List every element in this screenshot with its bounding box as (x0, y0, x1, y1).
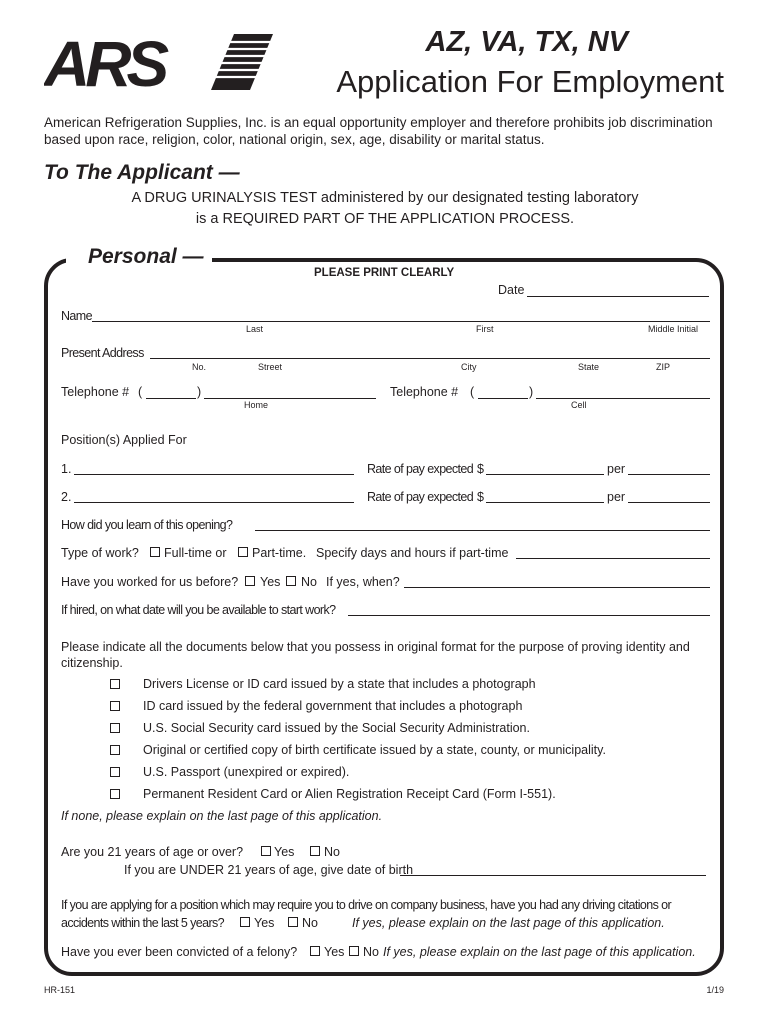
position-1-per-field[interactable] (628, 474, 710, 475)
part-time-hours-field[interactable] (516, 558, 710, 559)
ars-logo (44, 30, 274, 94)
full-time-checkbox[interactable] (150, 547, 160, 557)
federal-id-checkbox[interactable] (110, 701, 120, 711)
position-2-rate-field[interactable] (486, 502, 604, 503)
driving-no-checkbox[interactable] (288, 917, 298, 927)
date-of-birth-field[interactable] (400, 875, 706, 876)
home-area-code-field[interactable] (146, 398, 196, 399)
felony-yes-checkbox[interactable] (310, 946, 320, 956)
name-field[interactable] (92, 321, 710, 322)
position-1-currency: $ (477, 462, 484, 476)
felony-no-checkbox[interactable] (349, 946, 359, 956)
passport-checkbox[interactable] (110, 767, 120, 777)
page-title: Application For Employment (336, 64, 724, 99)
under-21-label: If you are UNDER 21 years of age, give date of birth (124, 863, 414, 877)
learn-field[interactable] (255, 530, 710, 531)
worked-before-label: Have you worked for us before? (61, 575, 239, 589)
position-1-per-label: per (607, 462, 626, 476)
driving-yes-label: Yes (254, 916, 275, 930)
position-2-field[interactable] (74, 502, 354, 503)
home-caption: Home (244, 400, 269, 410)
name-label: Name (61, 309, 92, 323)
svg-text:ARS: ARS (44, 30, 165, 94)
home-phone-field[interactable] (204, 398, 376, 399)
worked-before-when-label: If yes, when? (326, 575, 400, 589)
no-documents-note: If none, please explain on the last page of this application. (61, 809, 383, 823)
part-time-label: Part-time. (252, 546, 307, 560)
worked-before-yes-checkbox[interactable] (245, 576, 255, 586)
age-yes-label: Yes (274, 845, 295, 859)
home-phone-paren-open: ( (138, 385, 143, 399)
permanent-resident-checkbox[interactable] (110, 789, 120, 799)
address-city-caption: City (461, 362, 477, 372)
learn-label: How did you learn of this opening? (61, 518, 233, 532)
documents-intro: Please indicate all the documents below that you possess in original format for the purpose of proving identity and citizenship. (61, 640, 690, 670)
print-clearly-label: PLEASE PRINT CLEARLY (314, 267, 455, 279)
address-label: Present Address (61, 346, 144, 360)
age-yes-checkbox[interactable] (261, 846, 271, 856)
position-1-number: 1. (61, 462, 72, 476)
form-id: HR-151 (44, 985, 76, 995)
document-row (110, 721, 710, 741)
drug-test-line-1: A DRUG URINALYSIS TEST administered by our designated testing laboratory (131, 190, 639, 206)
position-2-rate-label: Rate of pay expected (367, 490, 474, 504)
position-2-per-label: per (607, 490, 626, 504)
form-revision: 1/19 (706, 985, 724, 995)
part-time-specify-label: Specify days and hours if part-time (316, 546, 509, 560)
driving-yes-checkbox[interactable] (240, 917, 250, 927)
cell-phone-paren-close: ) (529, 385, 534, 399)
positions-label: Position(s) Applied For (61, 433, 187, 447)
document-row (110, 787, 710, 807)
cell-caption: Cell (571, 400, 587, 410)
felony-yes-label: Yes (324, 945, 345, 959)
address-state-caption: State (578, 362, 600, 372)
document-label: U.S. Passport (unexpired or expired). (143, 765, 350, 779)
eeo-statement: American Refrigeration Supplies, Inc. is an equal opportunity employer and therefore prohibits job discrimination based upon race, religion, color, national origin, sex, age, disability or marital status. (44, 115, 713, 147)
driving-no-label: No (302, 916, 318, 930)
document-row (110, 765, 710, 785)
to-applicant-heading: To The Applicant — (44, 161, 240, 184)
cell-phone-label: Telephone # (390, 385, 459, 399)
position-1-rate-field[interactable] (486, 474, 604, 475)
felony-question: Have you ever been convicted of a felony? (61, 945, 298, 959)
date-field[interactable] (527, 296, 709, 297)
position-2-per-field[interactable] (628, 502, 710, 503)
felony-explain-note: If yes, please explain on the last page of this application. (383, 945, 696, 959)
name-first-caption: First (476, 324, 494, 334)
address-zip-caption: ZIP (656, 362, 671, 372)
work-type-label: Type of work? (61, 546, 139, 560)
worked-before-no-checkbox[interactable] (286, 576, 296, 586)
cell-area-code-field[interactable] (478, 398, 528, 399)
cell-phone-field[interactable] (536, 398, 710, 399)
document-row (110, 699, 710, 719)
states-heading: AZ, VA, TX, NV (425, 26, 628, 58)
address-field[interactable] (150, 358, 710, 359)
drug-test-line-2: is a REQUIRED PART OF THE APPLICATION PROCESS. (195, 211, 575, 227)
position-1-field[interactable] (74, 474, 354, 475)
position-2-number: 2. (61, 490, 72, 504)
address-street-caption: Street (258, 362, 283, 372)
worked-before-yes-label: Yes (260, 575, 281, 589)
birth-certificate-checkbox[interactable] (110, 745, 120, 755)
full-time-label: Full-time or (164, 546, 227, 560)
driving-question-line-2: accidents within the last 5 years? (61, 916, 225, 930)
home-phone-paren-close: ) (197, 385, 202, 399)
document-label: ID card issued by the federal government that includes a photograph (143, 699, 523, 713)
document-label: Original or certified copy of birth certificate issued by a state, county, or municipality. (143, 743, 606, 757)
position-2-currency: $ (477, 490, 484, 504)
age-question: Are you 21 years of age or over? (61, 845, 244, 859)
document-label: U.S. Social Security card issued by the Social Security Administration. (143, 721, 530, 735)
date-label: Date (498, 283, 525, 297)
drug-test-notice (44, 188, 726, 230)
start-date-label: If hired, on what date will you be available to start work? (61, 603, 336, 617)
start-date-field[interactable] (348, 615, 710, 616)
age-no-label: No (324, 845, 340, 859)
felony-no-label: No (363, 945, 379, 959)
document-row (110, 743, 710, 763)
personal-heading: Personal — (88, 245, 204, 268)
home-phone-label: Telephone # (61, 385, 130, 399)
driving-explain-note: If yes, please explain on the last page of this application. (352, 916, 665, 930)
document-row (110, 677, 710, 697)
worked-before-when-field[interactable] (404, 587, 710, 588)
driving-question-line-1: If you are applying for a position which may require you to drive on company business, have you had any driving citations or (61, 898, 672, 912)
age-no-checkbox[interactable] (310, 846, 320, 856)
name-middle-caption: Middle Initial (648, 324, 699, 334)
name-last-caption: Last (246, 324, 264, 334)
document-label: Drivers License or ID card issued by a state that includes a photograph (143, 677, 536, 691)
address-no-caption: No. (192, 362, 207, 372)
position-1-rate-label: Rate of pay expected (367, 462, 474, 476)
cell-phone-paren-open: ( (470, 385, 475, 399)
drivers-license-checkbox[interactable] (110, 679, 120, 689)
worked-before-no-label: No (301, 575, 317, 589)
document-label: Permanent Resident Card or Alien Registration Receipt Card (Form I-551). (143, 787, 556, 801)
part-time-checkbox[interactable] (238, 547, 248, 557)
social-security-checkbox[interactable] (110, 723, 120, 733)
